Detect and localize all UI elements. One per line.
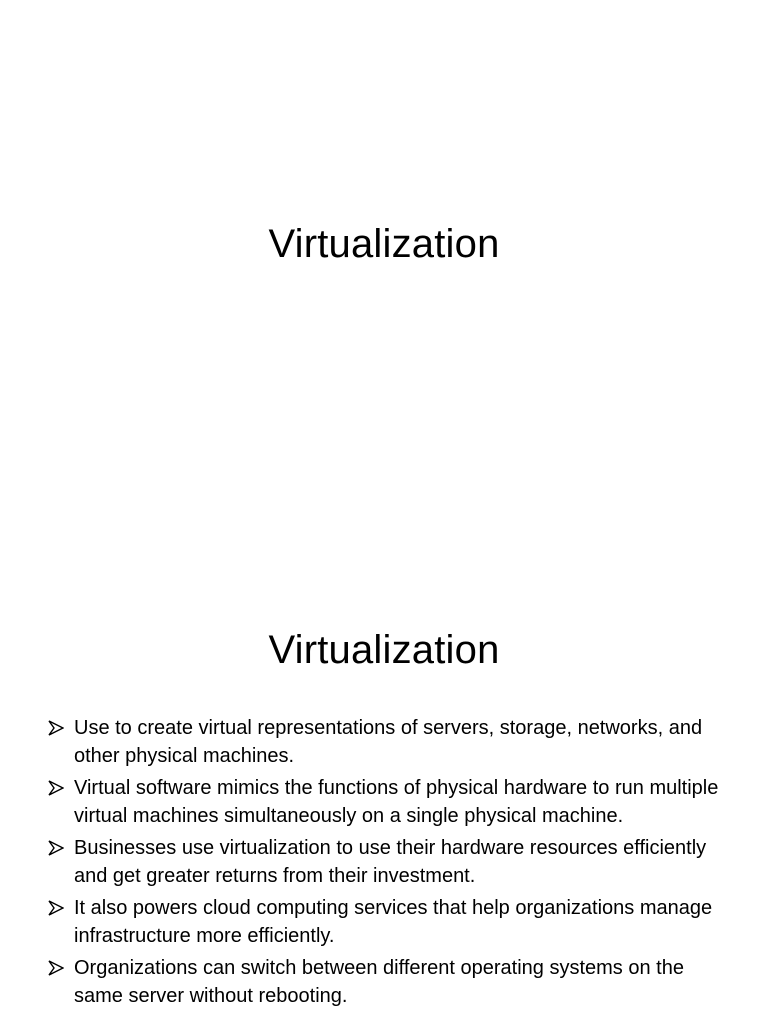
arrowhead-bullet-icon — [44, 774, 74, 796]
arrowhead-bullet-icon — [44, 834, 74, 856]
bullet-text: Businesses use virtualization to use their hardware resources efficiently and get greater returns from their investment. — [74, 837, 707, 887]
bullet-item — [44, 954, 734, 1010]
bullet-text: Virtual software mimics the functions of physical hardware to run multiple virtual machines simultaneously on a single physical machine. — [74, 777, 719, 827]
bullet-list — [44, 714, 734, 1014]
bullet-item — [44, 894, 734, 950]
arrowhead-bullet-icon — [44, 954, 74, 976]
bullet-text: Organizations can switch between different operating systems on the same server without rebooting. — [74, 957, 684, 1007]
slide-title: Virtualization — [268, 628, 500, 672]
bullet-text: It also powers cloud computing services that help organizations manage infrastructure more efficiently. — [74, 897, 713, 947]
arrowhead-bullet-icon — [44, 894, 74, 916]
bullet-text: Use to create virtual representations of servers, storage, networks, and other physical machines. — [74, 717, 703, 767]
bullet-item — [44, 714, 734, 770]
bullet-item — [44, 774, 734, 830]
arrowhead-bullet-icon — [44, 714, 74, 736]
bullet-item — [44, 834, 734, 890]
content-slide — [0, 576, 768, 1024]
slide-title: Virtualization — [268, 222, 500, 266]
